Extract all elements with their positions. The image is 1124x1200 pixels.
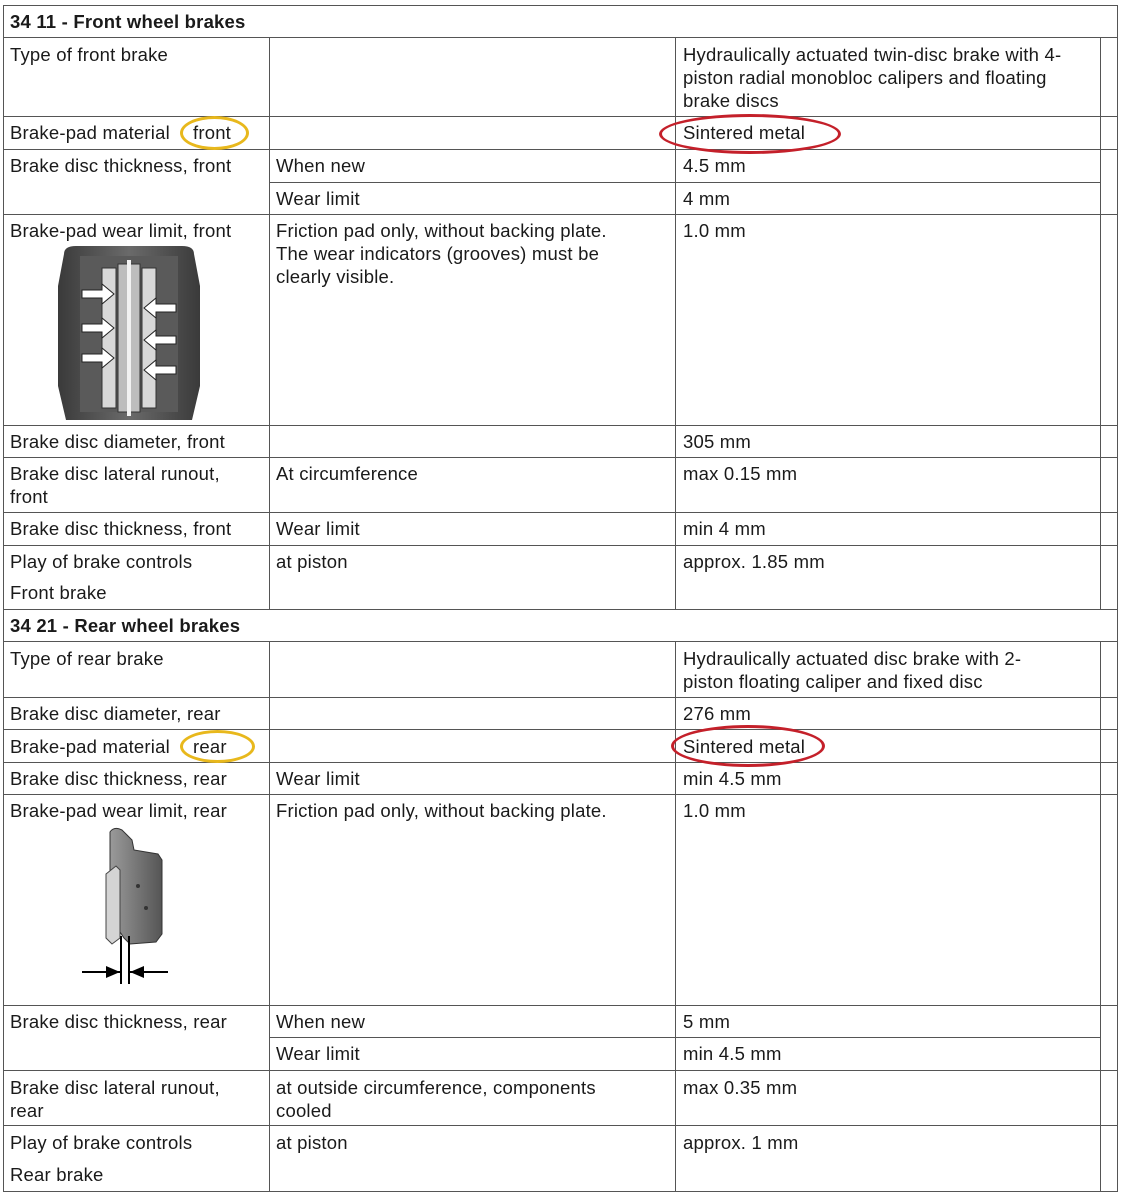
rule: [269, 37, 270, 610]
row-value: max 0.35 mm: [683, 1077, 798, 1098]
row-condition: clearly visible.: [276, 266, 395, 287]
row-label: Type of rear brake: [10, 648, 164, 669]
rule: [1100, 37, 1101, 610]
rule: [1100, 641, 1101, 1192]
rule: [269, 1037, 1101, 1038]
row-value: approx. 1.85 mm: [683, 551, 825, 572]
row-label: Brake disc diameter, front: [10, 431, 225, 452]
rule: [3, 116, 1118, 117]
row-value: piston radial monobloc calipers and floating: [683, 67, 1047, 88]
row-label: Brake-pad wear limit, front: [10, 220, 232, 241]
row-value: 4.5 mm: [683, 155, 746, 176]
rule: [3, 5, 1118, 6]
row-label: Brake disc lateral runout,: [10, 1077, 220, 1098]
row-condition: at piston: [276, 551, 348, 572]
row-condition: Wear limit: [276, 1043, 360, 1064]
rule: [3, 609, 1118, 610]
row-label: Front brake: [10, 582, 107, 603]
row-value: 305 mm: [683, 431, 752, 452]
rule: [269, 182, 1101, 183]
rule: [1117, 5, 1118, 1192]
row-label: Brake disc lateral runout,: [10, 463, 220, 484]
row-label: Brake disc thickness, rear: [10, 768, 228, 789]
row-condition: Friction pad only, without backing plate.: [276, 800, 607, 821]
rule: [3, 641, 1118, 642]
row-value: Sintered metal: [683, 122, 806, 143]
row-label: Brake-pad material: [10, 736, 170, 757]
row-value: 1.0 mm: [683, 220, 746, 241]
rule: [269, 641, 270, 1192]
row-value: 276 mm: [683, 703, 752, 724]
row-label-suffix: front: [193, 122, 232, 143]
rule: [3, 1125, 1118, 1126]
row-condition: At circumference: [276, 463, 418, 484]
row-value: min 4 mm: [683, 518, 766, 539]
row-label: Brake disc diameter, rear: [10, 703, 221, 724]
row-value: Sintered metal: [683, 736, 806, 757]
row-label-suffix: rear: [193, 736, 227, 757]
row-value: max 0.15 mm: [683, 463, 798, 484]
row-label: Play of brake controls: [10, 551, 193, 572]
row-label: Brake-pad wear limit, rear: [10, 800, 227, 821]
row-value: Hydraulically actuated disc brake with 2-: [683, 648, 1022, 669]
front-caliper-illustration: [58, 246, 200, 420]
rule: [3, 762, 1118, 763]
rule: [3, 457, 1118, 458]
rule: [3, 214, 1118, 215]
row-condition: Wear limit: [276, 188, 360, 209]
row-condition: The wear indicators (grooves) must be: [276, 243, 600, 264]
row-label: Type of front brake: [10, 44, 169, 65]
row-value: 1.0 mm: [683, 800, 746, 821]
rule: [3, 1191, 1118, 1192]
rule: [3, 794, 1118, 795]
row-condition: at piston: [276, 1132, 348, 1153]
row-value: brake discs: [683, 90, 779, 111]
row-value: min 4.5 mm: [683, 1043, 782, 1064]
row-condition: at outside circumference, components: [276, 1077, 596, 1098]
row-label: Brake disc thickness, front: [10, 155, 232, 176]
row-label: Brake-pad material: [10, 122, 170, 143]
row-label: front: [10, 486, 49, 507]
row-label: Play of brake controls: [10, 1132, 193, 1153]
rule: [3, 512, 1118, 513]
rule: [3, 1005, 1118, 1006]
row-label: Rear brake: [10, 1164, 104, 1185]
rear-pad-illustration: [76, 826, 176, 988]
row-label: rear: [10, 1100, 44, 1121]
rule: [675, 37, 676, 610]
row-value: 4 mm: [683, 188, 731, 209]
rule: [675, 641, 676, 1192]
row-value: piston floating caliper and fixed disc: [683, 671, 983, 692]
section-heading: 34 21 - Rear wheel brakes: [10, 615, 241, 636]
rule: [3, 697, 1118, 698]
row-label: Brake disc thickness, front: [10, 518, 232, 539]
rule: [3, 425, 1118, 426]
section-heading: 34 11 - Front wheel brakes: [10, 11, 246, 32]
row-value: 5 mm: [683, 1011, 731, 1032]
rule: [3, 729, 1118, 730]
rule: [3, 5, 4, 1192]
row-condition: Friction pad only, without backing plate.: [276, 220, 607, 241]
row-condition: Wear limit: [276, 518, 360, 539]
row-label: Brake disc thickness, rear: [10, 1011, 228, 1032]
row-condition: When new: [276, 155, 366, 176]
rule: [3, 1070, 1118, 1071]
rule: [3, 149, 1118, 150]
row-condition: cooled: [276, 1100, 332, 1121]
row-value: min 4.5 mm: [683, 768, 782, 789]
row-value: Hydraulically actuated twin-disc brake with 4-: [683, 44, 1062, 65]
rule: [3, 545, 1118, 546]
row-condition: When new: [276, 1011, 366, 1032]
row-value: approx. 1 mm: [683, 1132, 799, 1153]
rule: [3, 37, 1118, 38]
row-condition: Wear limit: [276, 768, 360, 789]
